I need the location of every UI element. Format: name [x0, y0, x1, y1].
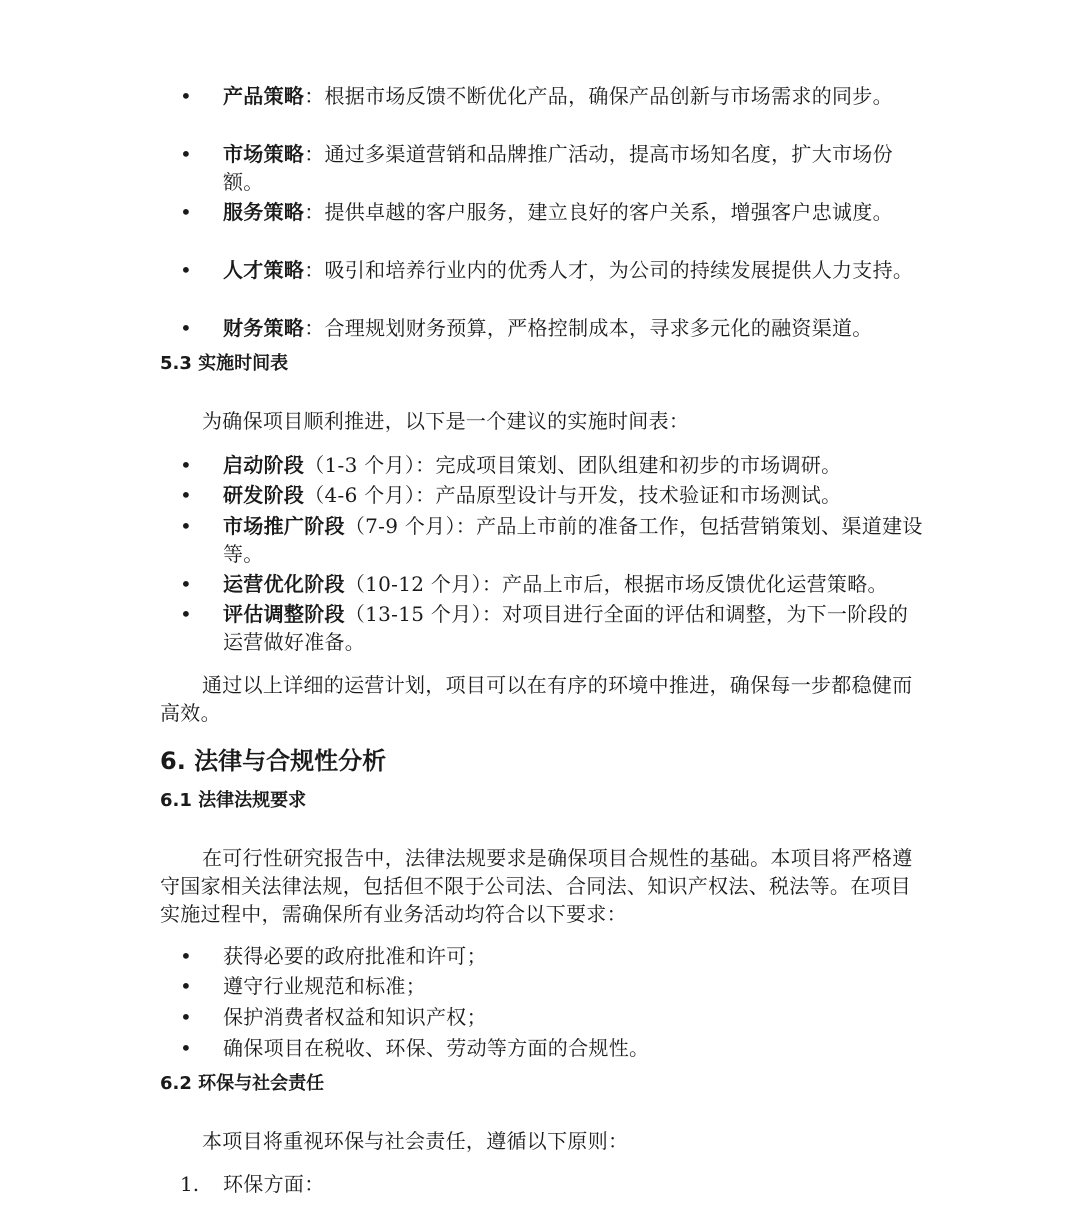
item-label: 研发阶段	[223, 483, 305, 507]
item-text: ：根据市场反馈不断优化产品，确保产品创新与市场需求的同步。	[304, 84, 893, 108]
item-text: 保护消费者权益和知识产权；	[223, 1005, 487, 1029]
paragraph: 为确保项目顺利推进，以下是一个建议的实施时间表：	[202, 409, 690, 433]
section-heading-5-3: 5.3 实施时间表	[160, 353, 289, 374]
item-text: （7-9 个月）：产品上市前的准备工作，包括营销策划、渠道建设等。	[223, 514, 923, 566]
bullet: •	[180, 483, 192, 507]
bullet: •	[180, 142, 192, 166]
bullet: •	[180, 1036, 192, 1060]
item-label: 服务策略	[223, 200, 305, 224]
bullet: •	[180, 316, 192, 340]
item-label: 评估调整阶段	[223, 602, 345, 626]
chapter-heading-6: 6. 法律与合规性分析	[160, 747, 387, 775]
bullet: •	[180, 974, 192, 998]
paragraph: 通过以上详细的运营计划，项目可以在有序的环境中推进，确保每一步都稳健而高效。	[160, 673, 913, 725]
item-text: 确保项目在税收、环保、劳动等方面的合规性。	[223, 1036, 650, 1060]
item-text: 遵守行业规范和标准；	[223, 974, 426, 998]
item-label: 财务策略	[223, 316, 305, 340]
item-text: （1-3 个月）：完成项目策划、团队组建和初步的市场调研。	[304, 453, 842, 477]
section-heading-6-2: 6.2 环保与社会责任	[160, 1073, 325, 1094]
item-label: 市场策略	[223, 142, 305, 166]
item-label: 市场推广阶段	[223, 514, 345, 538]
list-number: 1.	[180, 1172, 200, 1196]
item-text: ：提供卓越的客户服务，建立良好的客户关系，增强客户忠诚度。	[304, 200, 893, 224]
bullet: •	[180, 944, 192, 968]
bullet: •	[180, 514, 192, 538]
item-text: ：吸引和培养行业内的优秀人才，为公司的持续发展提供人力支持。	[304, 258, 914, 282]
bullet: •	[180, 572, 192, 596]
item-label: 启动阶段	[223, 453, 305, 477]
item-label: 产品策略	[223, 84, 305, 108]
item-text: 环保方面：	[223, 1172, 325, 1196]
paragraph: 在可行性研究报告中，法律法规要求是确保项目合规性的基础。本项目将严格遵守国家相关法律法规，包括但不限于公司法、合同法、知识产权法、税法等。在项目实施过程中，需确保所有业务活动均符合以下要求：	[160, 846, 913, 926]
bullet: •	[180, 453, 192, 477]
item-label: 运营优化阶段	[223, 572, 345, 596]
item-text: （10-12 个月）：产品上市后，根据市场反馈优化运营策略。	[344, 572, 888, 596]
item-text: 获得必要的政府批准和许可；	[223, 944, 487, 968]
item-text: ：通过多渠道营销和品牌推广活动，提高市场知名度，扩大市场份额。	[223, 142, 893, 194]
bullet: •	[180, 84, 192, 108]
item-text: （13-15 个月）：对项目进行全面的评估和调整，为下一阶段的运营做好准备。	[223, 602, 909, 654]
bullet: •	[180, 1005, 192, 1029]
item-text: ：合理规划财务预算，严格控制成本，寻求多元化的融资渠道。	[304, 316, 873, 340]
item-label: 人才策略	[223, 258, 305, 282]
section-heading-6-1: 6.1 法律法规要求	[160, 790, 307, 811]
bullet: •	[180, 602, 192, 626]
item-text: （4-6 个月）：产品原型设计与开发，技术验证和市场测试。	[304, 483, 842, 507]
bullet: •	[180, 258, 192, 282]
bullet: •	[180, 200, 192, 224]
paragraph: 本项目将重视环保与社会责任，遵循以下原则：	[202, 1129, 629, 1153]
